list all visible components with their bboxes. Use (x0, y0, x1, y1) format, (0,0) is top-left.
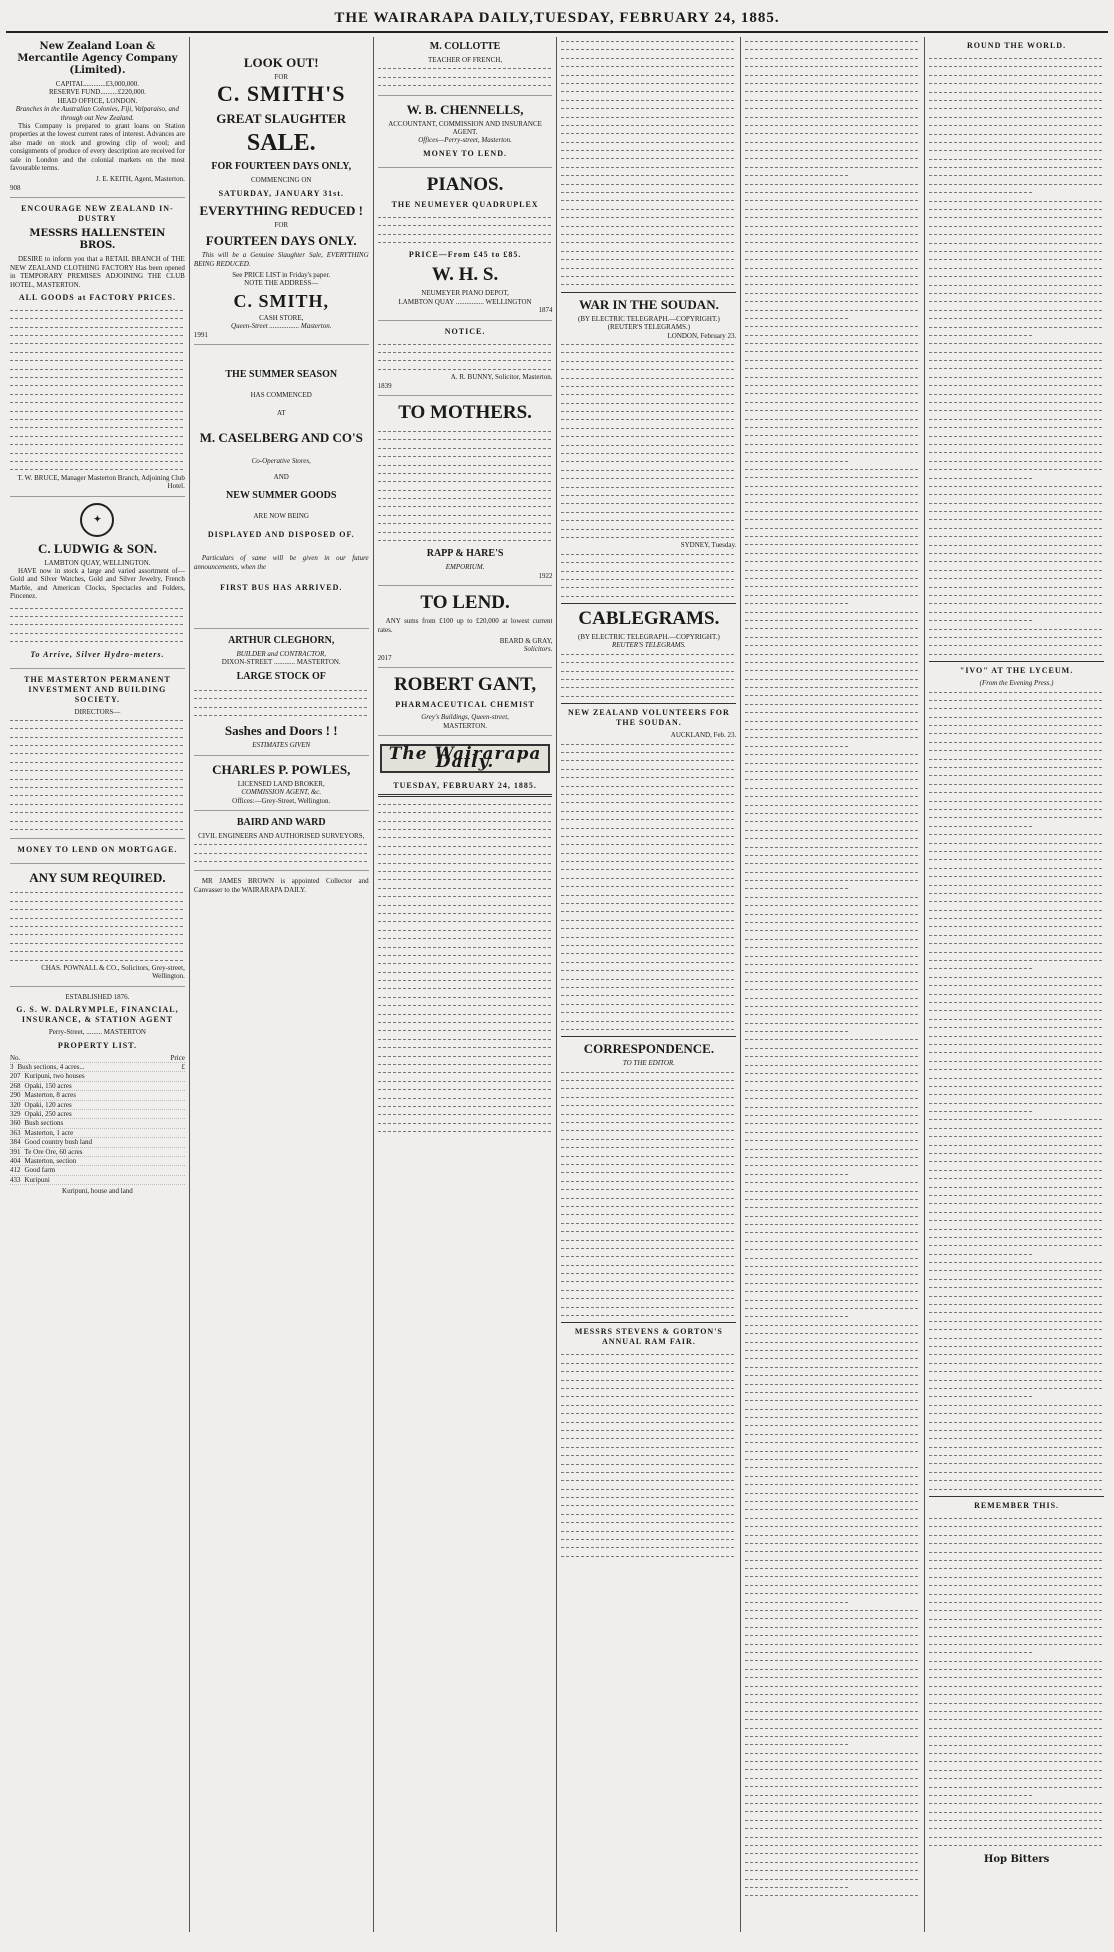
body-text-filler (561, 650, 736, 700)
chennells-ad (378, 102, 553, 168)
masthead (6, 4, 1108, 33)
any-sum-ad (10, 870, 185, 986)
divider (561, 603, 736, 604)
property-row (10, 1166, 185, 1175)
to-lend: TO LEND. (420, 592, 510, 614)
property-desc: Bush sections, 4 acres... (17, 1062, 85, 1071)
property-no: 433 (10, 1175, 21, 1184)
particulars: Particulars of same will be given in our future announcements, when the (193, 554, 369, 571)
for-label-2: FOR (274, 220, 289, 229)
property-desc: Opaki, 250 acres (24, 1109, 72, 1118)
divider (378, 794, 553, 797)
body-text-filler (10, 604, 185, 646)
established: ESTABLISHED 1876. (65, 992, 130, 1001)
reserve-line: RESERVE FUND..........£220,000. (48, 88, 146, 97)
property-desc: Opaki, 120 acres (24, 1100, 72, 1109)
pownall-signature: CHAS. POWNALL & CO., Solicitors, Grey-street, Wellington. (41, 963, 185, 981)
cooperative: Co-Operative Stores, (251, 456, 311, 465)
evening-press: (From the Evening Press.) (979, 679, 1054, 688)
genuine-sale: This will be a Genuine Slaughter Sale, EVERYTHING BEING REDUCED. (193, 251, 369, 268)
queen-street: Queen-Street ................. Masterton. (231, 322, 332, 331)
are-now-being: ARE NOW BEING (253, 511, 309, 520)
body-text-filler (378, 64, 553, 89)
dalrymple-address: Perry-Street, ......... MASTERTON (48, 1028, 146, 1037)
any-sum-heading: ANY SUM REQUIRED. (29, 870, 166, 886)
money-to-lend: MONEY TO LEND. (423, 148, 507, 158)
loan-body: This Company is prepared to grant loans on Station properties at the lowest current rates of interest. Advances are also made on stock and growing clip of wool; and consignments of produce of every description are received for sale in London and the colonial markets on the most favourable terms. (10, 122, 185, 173)
hallenstein-body: DESIRE to inform you that a RETAIL BRANCH of THE NEW ZEALAND CLOTHING FACTORY Has been opened in TEMPORARY PREMISES ADJOINING THE CLUB HOTEL, MASTERTON. (10, 255, 185, 289)
columns (6, 37, 1108, 1932)
ad-code: 1922 (538, 571, 553, 580)
money-mortgage-ad (10, 845, 185, 864)
loan-agency-ad (10, 41, 185, 198)
column-4 (556, 37, 740, 1932)
body-text-filler (929, 688, 1104, 1494)
capital-line: CAPITAL............£3,000,000. (55, 80, 140, 88)
dalrymple-ad (10, 993, 185, 1201)
collotte-name: M. COLLOTTE (429, 41, 501, 52)
divider (561, 1322, 736, 1323)
property-desc: Kuripuni, two houses (24, 1072, 85, 1081)
agent-signature: J. E. KEITH, Agent, Masterton. (95, 175, 185, 184)
property-list-title: PROPERTY LIST. (57, 1040, 137, 1050)
property-desc: Good farm (24, 1166, 56, 1175)
to-mothers: TO MOTHERS. (398, 401, 532, 423)
property-price: £ (181, 1062, 185, 1071)
solicitors: Solicitors. (523, 645, 553, 654)
manager-signature: T. W. BRUCE, Manager Masterton Branch, Adjoining Club Hotel. (17, 473, 185, 491)
body-text-filler (378, 340, 553, 374)
gant-town: MASTERTON. (443, 721, 488, 730)
cable-sub: (BY ELECTRIC TELEGRAPH.—COPYRIGHT.) (577, 633, 720, 642)
chemist: PHARMACEUTICAL CHEMIST (395, 700, 535, 710)
london-dateline: LONDON, February 23. (667, 331, 737, 340)
property-header (10, 1054, 185, 1063)
baird-ward: BAIRD AND WARD (236, 816, 326, 828)
ram-fair-heading: MESSRS STEVENS & GORTON'S ANNUAL RAM FAIR. (574, 1327, 723, 1347)
dixon-street: DIXON-STREET ............ MASTERTON. (221, 658, 341, 667)
directors-heading: DIRECTORS— (74, 707, 121, 716)
head-office: HEAD OFFICE, LONDON. (57, 96, 138, 105)
body-text-filler (561, 550, 736, 600)
dateline: TUESDAY, FEBRUARY 24, 1885. (393, 780, 537, 790)
property-row (10, 1101, 185, 1110)
civil-engineers: CIVIL ENGINEERS AND AUTHORISED SURVEYORS, (198, 831, 365, 840)
property-row (10, 1091, 185, 1100)
beard-gray: BEARD & GRAY, (499, 637, 553, 646)
property-desc: Masterton, 8 acres (24, 1091, 77, 1100)
property-row (10, 1119, 185, 1128)
property-no: 290 (10, 1091, 21, 1100)
money-mortgage: MONEY TO LEND ON MORTGAGE. (17, 845, 178, 855)
ludwig-body: HAVE now in stock a large and varied assortment of— Gold and Silver Watches, Gold and Silver Jewelry, French Marble, and American Clocks, Spectacles and Folders, Pincenez. (10, 566, 185, 601)
auckland-dateline: AUCKLAND, Feb. 23. (670, 731, 737, 740)
powles-ad (194, 762, 369, 811)
loan-agency-title: New Zealand Loan & Mercantile Agency Company (Limited). (17, 41, 178, 76)
war-sub: (BY ELECTRIC TELEGRAPH.—COPYRIGHT.) (577, 314, 720, 323)
column-2 (189, 37, 373, 1932)
property-row (10, 1138, 185, 1147)
divider (561, 292, 736, 293)
property-desc: Kuripuni (24, 1175, 50, 1184)
property-list (10, 1054, 185, 1186)
note-address: NOTE THE ADDRESS— (244, 279, 319, 288)
chennells-office: Offices—Perry-street, Masterton. (418, 136, 512, 145)
to-editor: TO THE EDITOR. (622, 1059, 675, 1068)
property-row (10, 1063, 185, 1072)
to-arrive: To Arrive, Silver Hydro-meters. (30, 649, 165, 659)
property-no: 320 (10, 1100, 21, 1109)
james-brown-notice (194, 877, 369, 902)
new-summer-goods: NEW SUMMER GOODS (226, 489, 337, 501)
sashes-doors: Sashes and Doors ! ! (224, 723, 338, 739)
encourage-heading: ENCOURAGE NEW ZEALAND IN-DUSTRY (21, 204, 174, 224)
emporium: EMPORIUM. (445, 563, 485, 572)
property-desc: Te Ore Ore, 60 acres (24, 1147, 83, 1156)
look-out: LOOK OUT! (243, 55, 319, 70)
remember-heading: REMEMBER THIS. (974, 1501, 1060, 1511)
sydney-dateline: SYDNEY, Tuesday. (680, 541, 737, 550)
fourteen-days: FOR FOURTEEN DAYS ONLY, (211, 161, 352, 173)
branches: Branches in the Australian Colonies, Fiji, Valparaiso, and through out New Zealand. (15, 105, 180, 122)
ludwig-name: C. LUDWIG & SON. (38, 540, 157, 556)
reuters-label-2: REUTER'S TELEGRAMS. (611, 641, 686, 650)
property-header-price: Price (170, 1053, 185, 1062)
chennells-sub: ACCOUNTANT, COMMISSION AND INSURANCE AGENT. (388, 119, 542, 136)
licensed-broker: LICENSED LAND BROKER, (237, 779, 325, 788)
baird-ward-ad (194, 817, 369, 872)
caselberg-name: M. CASELBERG AND CO'S (199, 429, 363, 445)
gant-ad (378, 674, 553, 736)
ad-code: 908 (10, 183, 21, 192)
hop-bitters: Hop Bitters (983, 1853, 1050, 1865)
cleghorn-ad (194, 635, 369, 756)
robert-gant: ROBERT GANT, (393, 674, 537, 696)
smith-name: C. SMITH'S (216, 81, 346, 107)
ad-code: 1991 (193, 330, 208, 339)
notice-heading: NOTICE. (444, 326, 486, 336)
property-desc: Bush sections (24, 1119, 64, 1128)
body-text-filler (561, 1068, 736, 1320)
dalrymple-name: G. S. W. DALRYMPLE, FINANCIAL, INSURANCE, & STATION AGENT (16, 1005, 179, 1025)
commencing: COMMENCING ON (251, 176, 312, 185)
body-text-filler (929, 54, 1104, 658)
collotte-ad (378, 41, 553, 96)
property-no: 391 (10, 1147, 21, 1156)
sale-date: SATURDAY, JANUARY 31st. (218, 188, 344, 198)
powles-offices: Offices:—Grey-Street, Wellington. (232, 796, 331, 805)
property-header-no: No. (10, 1053, 21, 1062)
body-text-filler (10, 306, 185, 474)
column-3 (373, 37, 557, 1932)
at-label: AT (276, 409, 286, 418)
commission-agent: COMMISSION AGENT, &c. (241, 788, 322, 797)
charles-powles: CHARLES P. POWLES, (212, 761, 351, 777)
body-text-filler (561, 340, 736, 541)
property-desc: Good country bush land (24, 1138, 92, 1147)
paper-nameplate: The Wairarapa Daily. (380, 744, 551, 773)
property-no: 404 (10, 1157, 21, 1165)
smith-sale-ad (194, 55, 369, 345)
body-text-filler (561, 37, 736, 289)
divider (561, 1036, 736, 1037)
sale-word: SALE. (246, 130, 316, 157)
james-brown: MR JAMES BROWN is appointed Collector and Canvasser to the WAIRARAPA DAILY. (193, 877, 369, 894)
ludwig-address: LAMBTON QUAY, WELLINGTON. (44, 558, 151, 567)
body-text-filler (10, 716, 185, 833)
property-no: 207 (10, 1072, 21, 1081)
property-no: 384 (10, 1138, 21, 1147)
property-desc: Masterton, section (24, 1157, 77, 1165)
has-commenced: HAS COMMENCED (250, 391, 312, 400)
property-footer: Kuripuni, house and land (62, 1187, 133, 1196)
ad-code: 1839 (377, 381, 392, 390)
pianos-heading: PIANOS. (426, 173, 504, 195)
to-lend-ad (378, 592, 553, 668)
pianos-ad (378, 174, 553, 321)
property-row (10, 1129, 185, 1138)
body-text-filler (10, 888, 185, 964)
property-row (10, 1148, 185, 1157)
body-text-filler (745, 37, 920, 1900)
crest-icon: ✦ (80, 503, 114, 537)
summer-season: THE SUMMER SEASON (225, 369, 338, 381)
body-text-filler (378, 213, 553, 247)
arthur-cleghorn: ARTHUR CLEGHORN, (228, 634, 335, 646)
ad-code: 2017 (377, 653, 392, 662)
building-society-title: THE MASTERTON PERMANENT INVESTMENT AND BUILDING SOCIETY. (24, 674, 171, 704)
cash-store: CASH STORE, (259, 313, 304, 322)
divider (929, 1496, 1104, 1497)
quadruplex: THE NEUMEYER QUADRUPLEX (391, 199, 539, 209)
divider (561, 703, 736, 704)
cablegrams-heading: CABLEGRAMS. (578, 608, 720, 630)
everything-reduced: EVERYTHING REDUCED ! (199, 202, 363, 218)
property-no: 412 (10, 1166, 21, 1175)
reuters-label: (REUTER'S TELEGRAMS.) (607, 323, 691, 332)
displayed: DISPLAYED AND DISPOSED OF. (207, 530, 355, 540)
neumeyer-depot: NEUMEYER PIANO DEPOT, (421, 289, 509, 298)
building-society-ad (10, 675, 185, 840)
caselberg-ad (194, 369, 369, 629)
property-no: 360 (10, 1119, 21, 1128)
property-row (10, 1157, 185, 1166)
property-no: 329 (10, 1109, 21, 1118)
grey-buildings: Grey's Buildings, Queen-street, (421, 713, 509, 722)
collotte-sub: TEACHER OF FRENCH, (428, 56, 503, 64)
property-desc: Masterton, 1 acre (24, 1128, 74, 1137)
property-row (10, 1072, 185, 1081)
builder: BUILDER and CONTRACTOR, (236, 649, 326, 658)
war-heading: WAR IN THE SOUDAN. (578, 296, 719, 312)
masthead-title: THE WAIRARAPA DAILY,TUESDAY, FEBRUARY 24, 1885. (334, 10, 780, 26)
body-text-filler (194, 840, 369, 865)
body-text-filler (561, 740, 736, 1034)
property-no: 268 (10, 1081, 21, 1090)
property-no: 3 (10, 1062, 14, 1071)
property-row (10, 1082, 185, 1091)
all-goods: ALL GOODS at FACTORY PRICES. (18, 292, 176, 302)
mothers-ad (378, 402, 553, 586)
ludwig-ad (10, 503, 185, 669)
and-label: AND (273, 473, 289, 482)
great-slaughter: GREAT SLAUGHTER (216, 111, 347, 127)
to-lend-body: ANY sums from £100 up to £20,000 at lowest current rates. (377, 617, 553, 634)
property-no: 363 (10, 1128, 21, 1137)
property-row (10, 1110, 185, 1119)
body-text-filler (194, 686, 369, 720)
body-text-filler (561, 1350, 736, 1560)
for-label: FOR (274, 73, 289, 81)
round-world-heading: ROUND THE WORLD. (967, 41, 1067, 50)
fourteen-days-2: FOURTEEN DAYS ONLY. (205, 233, 357, 249)
hallenstein-name: MESSRS HALLENSTEIN BROS. (29, 228, 166, 252)
first-bus: FIRST BUS HAS ARRIVED. (220, 582, 343, 592)
body-text-filler (378, 427, 553, 544)
whs-initials: W. H. S. (431, 264, 499, 286)
c-smith: C. SMITH, (233, 290, 329, 311)
column-5 (740, 37, 924, 1932)
bunny-signature: A. R. BUNNY, Solicitor, Masterton. (450, 373, 553, 382)
property-row (10, 1176, 185, 1185)
volunteers-heading: NEW ZEALAND VOLUNTEERS FOR THE SOUDAN. (568, 708, 730, 728)
property-desc: Opaki, 150 acres (24, 1081, 72, 1090)
piano-price: PRICE—From £45 to £85. (408, 250, 522, 260)
body-text-filler (378, 800, 553, 1136)
column-1 (6, 37, 189, 1932)
chennells-name: W. B. CHENNELLS, (406, 101, 524, 117)
body-text-filler (929, 1514, 1104, 1850)
ad-code: 1874 (538, 306, 553, 315)
estimates: ESTIMATES GIVEN (252, 741, 311, 750)
divider (929, 661, 1104, 662)
lambton-quay: LAMBTON QUAY ................ WELLINGTON (398, 297, 532, 306)
bunny-notice (378, 327, 553, 396)
correspondence-heading: CORRESPONDENCE. (583, 1041, 715, 1057)
see-price-list: See PRICE LIST in Friday's paper. (232, 271, 331, 280)
rapp-hare: RAPP & HARE'S (426, 548, 504, 560)
hallenstein-ad (10, 204, 185, 496)
large-stock: LARGE STOCK OF (236, 670, 326, 682)
column-6 (924, 37, 1108, 1932)
ivo-heading: "IVO" AT THE LYCEUM. (959, 666, 1074, 676)
